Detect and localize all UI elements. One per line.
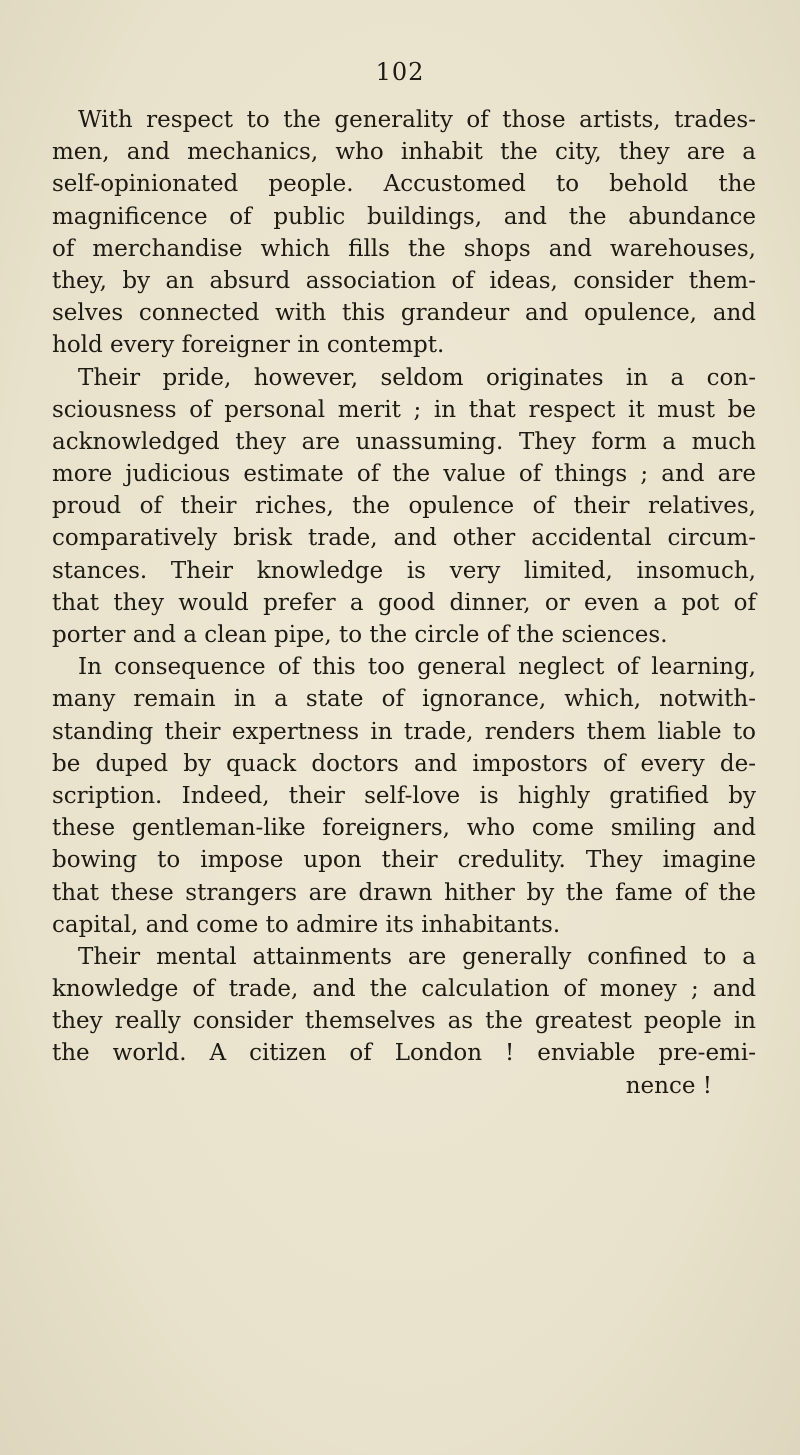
text-line: self-opinionated people. Accustomed to behold the	[52, 171, 756, 198]
catchword: nence !	[625, 1072, 712, 1099]
text-line: selves connected with this grandeur and opulence, and	[52, 300, 756, 327]
text-line: Their pride, however, seldom originates in a con-	[78, 364, 756, 391]
text-line: Their mental attainments are generally confined to a	[78, 943, 756, 970]
text-line: With respect to the generality of those artists, trades-	[78, 107, 756, 133]
text-line: that these strangers are drawn hither by the fame of the	[52, 879, 756, 906]
page-number: 102	[375, 58, 425, 86]
text-line: standing their expertness in trade, renders them liable to	[52, 718, 756, 745]
text-line: hold every foreigner in contempt.	[52, 332, 445, 359]
text-line: of merchandise which fills the shops and warehouses,	[52, 235, 756, 262]
text-line: they, by an absurd association of ideas, consider them-	[52, 267, 756, 294]
text-line: magnificence of public buildings, and the abundance	[52, 203, 756, 230]
text-line: that they would prefer a good dinner, or even a pot of	[52, 589, 756, 616]
text-line: comparatively brisk trade, and other accidental circum-	[52, 525, 756, 552]
text-line: acknowledged they are unassuming. They form a much	[52, 428, 756, 455]
text-line: men, and mechanics, who inhabit the city, they are a	[52, 139, 756, 166]
text-line: capital, and come to admire its inhabitants.	[52, 911, 561, 938]
text-line: sciousness of personal merit ; in that respect it must be	[52, 396, 756, 423]
text-line: be duped by quack doctors and impostors of every de-	[52, 750, 756, 777]
text-line: more judicious estimate of the value of things ; and are	[52, 461, 756, 488]
text-line: the world. A citizen of London ! enviable pre-emi-	[52, 1040, 756, 1067]
text-line: porter and a clean pipe, to the circle of the sciences.	[52, 622, 668, 648]
text-line: stances. Their knowledge is very limited, insomuch,	[52, 557, 756, 584]
text-line: these gentleman-like foreigners, who come smiling and	[52, 815, 756, 842]
text-line: they really consider themselves as the greatest people in	[52, 1008, 756, 1035]
text-line: knowledge of trade, and the calculation of money ; and	[52, 976, 756, 1003]
text-line: scription. Indeed, their self-love is highly gratified by	[52, 782, 756, 809]
text-line: bowing to impose upon their credulity. They imagine	[52, 847, 756, 874]
text-line: proud of their riches, the opulence of their relatives,	[52, 493, 756, 520]
body-text	[52, 104, 756, 1102]
text-line: In consequence of this too general neglect of learning,	[78, 654, 756, 681]
text-line: many remain in a state of ignorance, which, notwith-	[52, 686, 756, 713]
